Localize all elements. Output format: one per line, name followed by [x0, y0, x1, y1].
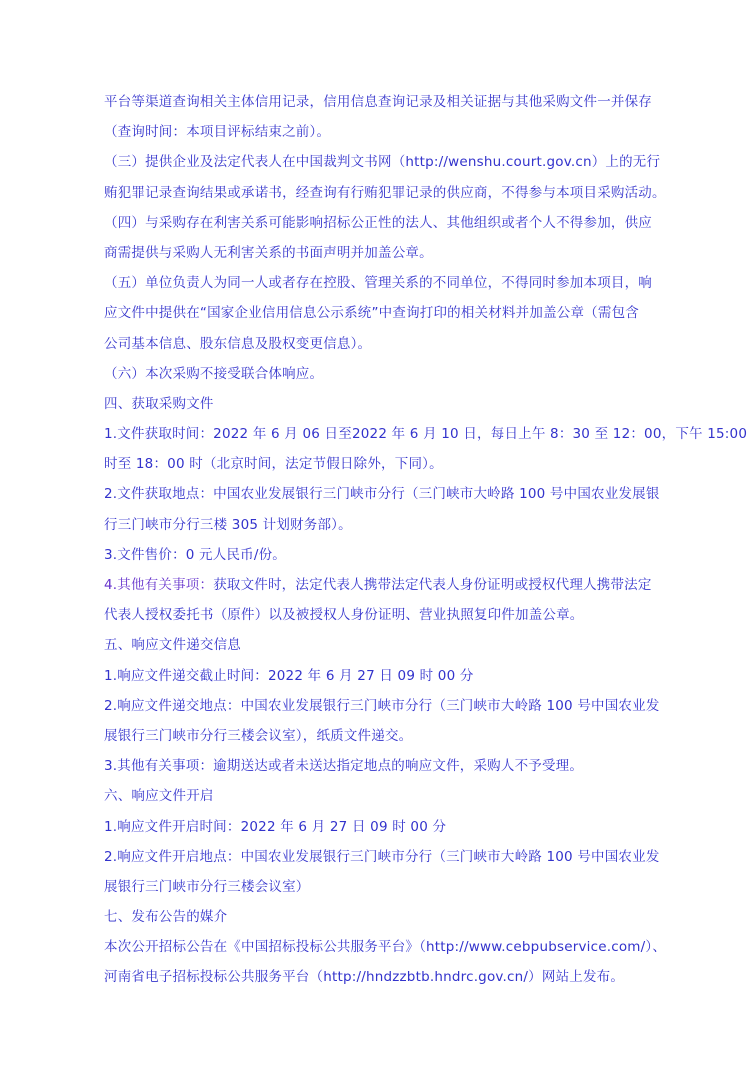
text-segment: 获取文件时，法定代表人携带法定代表人身份证明或授权代理人携带法定 [213, 577, 652, 593]
text-segment: 四、获取采购文件 [104, 395, 214, 412]
text-segment: 代表人授权委托书（原件）以及被授权人身份证明、营业执照复印件加盖公章。 [104, 607, 584, 624]
text-segment: 1.响应文件递交截止时间：2022 年 6 月 27 日 09 时 00 分 [104, 667, 474, 684]
text-line [104, 117, 664, 147]
text-line [104, 540, 664, 570]
text-segment: 1.响应文件开启时间：2022 年 6 月 27 日 09 时 00 分 [104, 818, 447, 835]
text-segment: （四）与采购存在利害关系可能影响招标公正性的法人、其他组织或者个人不得参加，供应 [104, 214, 652, 231]
text-segment: 时至 18：00 时（北京时间，法定节假日除外，下同）。 [104, 456, 443, 473]
text-line [104, 721, 664, 751]
text-line [104, 812, 664, 842]
text-segment: 五、响应文件递交信息 [104, 637, 241, 654]
text-line [104, 661, 664, 691]
text-segment: （五）单位负责人为同一人或者存在控股、管理关系的不同单位，不得同时参加本项目，响 [104, 275, 652, 292]
text-segment: 七、发布公告的媒介 [104, 909, 228, 926]
text-line [104, 479, 664, 509]
text-line [104, 268, 664, 298]
text-line [104, 962, 664, 992]
text-line [104, 630, 664, 660]
document-lines [104, 87, 748, 993]
text-line [104, 902, 664, 932]
text-line [104, 298, 664, 328]
text-line [104, 570, 664, 600]
text-line [104, 449, 664, 479]
text-line [104, 208, 664, 238]
text-line [104, 329, 664, 359]
text-segment: 应文件中提供在“国家企业信用信息公示系统”中查询打印的相关材料并加盖公章（需包含 [104, 305, 639, 322]
text-segment-accent: 4.其他有关事项： [104, 577, 214, 593]
text-line [104, 419, 748, 449]
text-segment: （六）本次采购不接受联合体响应。 [104, 365, 324, 382]
text-line [104, 87, 664, 117]
text-segment: 2.响应文件开启地点：中国农业发展银行三门峡市分行（三门峡市大岭路 100 号中国农业发 [104, 848, 660, 865]
text-segment: 平台等渠道查询相关主体信用记录，信用信息查询记录及相关证据与其他采购文件一并保存 [104, 94, 652, 110]
text-segment: 公司基本信息、股东信息及股权变更信息）。 [104, 335, 372, 352]
text-line [104, 842, 664, 872]
text-line [104, 147, 664, 177]
text-segment: 行三门峡市分行三楼 305 计划财务部）。 [104, 516, 352, 533]
text-segment: 3.文件售价：0 元人民币/份。 [104, 546, 287, 563]
text-line [104, 238, 664, 268]
text-segment: 3.其他有关事项：逾期送达或者未送达指定地点的响应文件，采购人不予受理。 [104, 758, 584, 775]
text-segment: 本次公开招标公告在《中国招标投标公共服务平台》（http://www.cebpubservice.com/）、 [104, 939, 667, 956]
text-segment: 贿犯罪记录查询结果或承诺书，经查询有行贿犯罪记录的供应商，不得参与本项目采购活动。 [104, 184, 666, 201]
text-line [104, 178, 664, 208]
text-segment: 商需提供与采购人无利害关系的书面声明并加盖公章。 [104, 244, 433, 261]
text-segment: 河南省电子招标投标公共服务平台（http://hndzzbtb.hndrc.gov.cn/）网站上发布。 [104, 969, 625, 986]
text-line [104, 389, 664, 419]
text-segment: （查询时间：本项目评标结束之前）。 [104, 124, 331, 141]
text-segment: 1.文件获取时间：2022 年 6 月 06 日至2022 年 6 月 10 日，每日上午 8：30 至 12：00，下午 15:00 [104, 426, 748, 443]
text-line [104, 510, 664, 540]
text-line [104, 932, 667, 962]
text-segment: 六、响应文件开启 [104, 788, 214, 805]
text-segment: 展银行三门峡市分行三楼会议室），纸质文件递交。 [104, 727, 413, 744]
text-segment: 展银行三门峡市分行三楼会议室） [104, 878, 310, 895]
text-line [104, 600, 664, 630]
text-line [104, 751, 664, 781]
text-line [104, 781, 664, 811]
text-line [104, 359, 664, 389]
text-segment: 2.响应文件递交地点：中国农业发展银行三门峡市分行（三门峡市大岭路 100 号中国农业发 [104, 697, 660, 714]
text-segment: （三）提供企业及法定代表人在中国裁判文书网（http://wenshu.court.gov.cn）上的无行 [104, 154, 661, 171]
text-line [104, 872, 664, 902]
text-line [104, 691, 664, 721]
text-segment: 2.文件获取地点：中国农业发展银行三门峡市分行（三门峡市大岭路 100 号中国农业发展银 [104, 486, 660, 503]
